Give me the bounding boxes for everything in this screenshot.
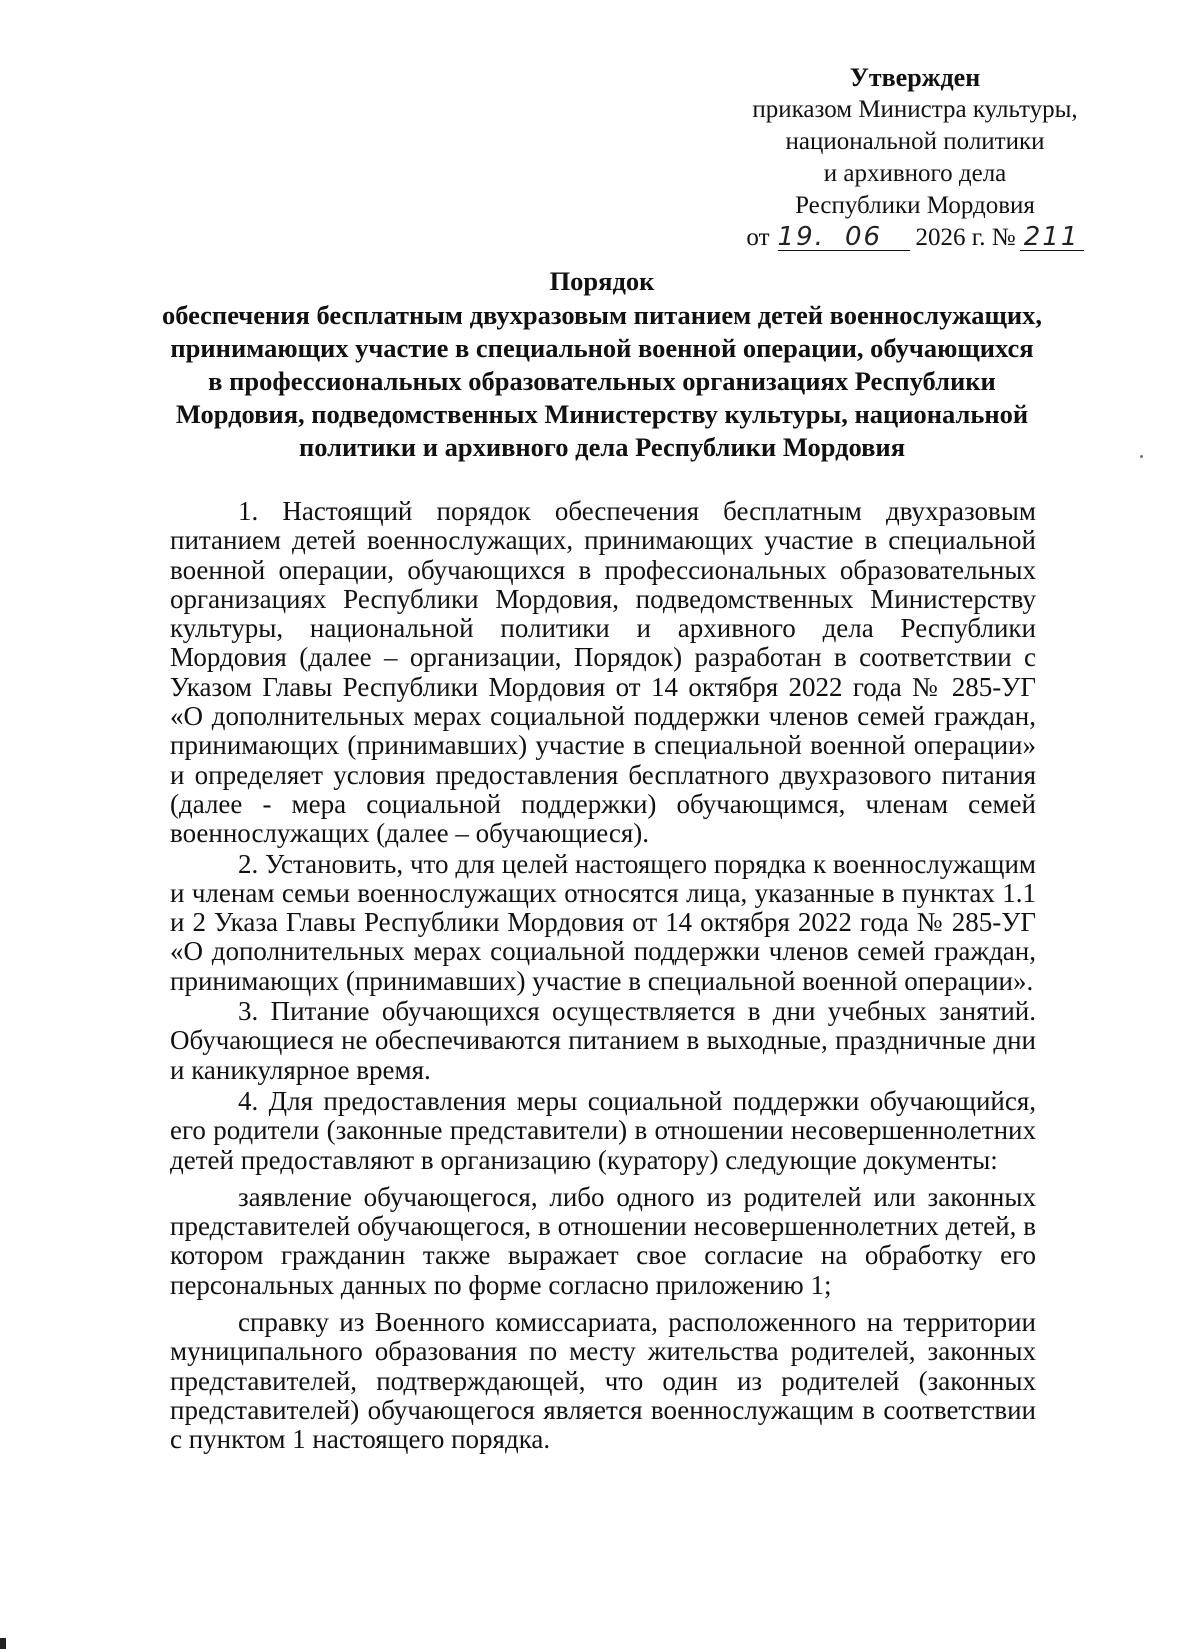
paragraph-6: справку из Военного комиссариата, расположенного на территории муниципального образования по месту жительства родителей, законных представителей, подтверждающей, что один из родителей (законных представителей) обучающегося является военнослужащим в соответствии с пунктом 1 настоящего порядка.	[170, 1307, 1036, 1455]
handwritten-day: 19.	[777, 222, 825, 252]
approval-heading: Утвержден	[849, 63, 981, 92]
handwritten-order-number: 211	[1020, 224, 1084, 251]
title-line-5: политики и архивного дела Республики Мордовия	[298, 432, 906, 462]
approval-line-4: Республики Мордовия	[795, 192, 1035, 219]
title-main: Порядок	[549, 266, 655, 296]
document-title	[100, 265, 1104, 464]
date-prefix: от	[746, 224, 770, 251]
paragraph-4: 4. Для предоставления меры социальной поддержки обучающийся, его родители (законные представители) в отношении несовершеннолетних детей предоставляют в организацию (куратору) следующие документы:	[170, 1085, 1036, 1175]
approval-line-2: национальной политики	[785, 128, 1045, 155]
title-line-1: обеспечения бесплатным двухразовым питанием детей военнослужащих,	[161, 300, 1043, 330]
title-line-3: в профессиональных образовательных организациях Республики	[208, 366, 996, 396]
scan-edge-mark	[0, 1638, 6, 1649]
title-line-4: Мордовия, подведомственных Министерству культуры, национальной	[175, 399, 1029, 429]
paragraph-1: 1. Настоящий порядок обеспечения бесплатным двухразовым питанием детей военнослужащих, принимающих участие в специальной военной операции, обучающихся в профессиональных образовательных организациях Республики Мордовия, подведомственных Министерству культуры, национальной политики и архивного дела Республики Мордовия (далее – организации, Порядок) разработан в соответствии с Указом Главы Республики Мордовия от 14 октября 2022 года № 285-УГ «О дополнительных мерах социальной поддержки членов семей граждан, принимающих (принимавших) участие в специальной военной операции» и определяет условия предоставления бесплатного двухразового питания (далее - мера социальной поддержки) обучающимся, членам семей военнослужащих (далее – обучающиеся).	[170, 496, 1036, 849]
approval-line-1: приказом Министра культуры,	[752, 96, 1078, 123]
approval-block	[700, 62, 1130, 254]
document-body	[170, 497, 1036, 1455]
date-year: 2026 г. №	[915, 224, 1016, 251]
approval-line-3: и архивного дела	[823, 160, 1007, 187]
paragraph-5: заявление обучающегося, либо одного из родителей или законных представителей обучающегося, в отношении несовершеннолетних детей, в котором гражданин также выражает свое согласие на обработку его персональных данных по форме согласно приложению 1;	[170, 1181, 1036, 1300]
paragraph-3: 3. Питание обучающихся осуществляется в дни учебных занятий. Обучающиеся не обеспечиваются питанием в выходные, праздничные дни и каникулярное время.	[170, 996, 1036, 1085]
title-line-2: принимающих участие в специальной военной операции, обучающихся	[170, 333, 1034, 363]
scan-speck	[1140, 455, 1143, 458]
handwritten-month: 06	[818, 224, 910, 251]
paragraph-2: 2. Установить, что для целей настоящего порядка к военнослужащим и членам семьи военнослужащих относятся лица, указанные в пунктах 1.1 и 2 Указа Главы Республики Мордовия от 14 октября 2022 года № 285-УГ «О дополнительных мерах социальной поддержки членов семей граждан, принимающих (принимавших) участие в специальной военной операции».	[170, 848, 1036, 996]
approval-date-line	[700, 222, 1130, 254]
